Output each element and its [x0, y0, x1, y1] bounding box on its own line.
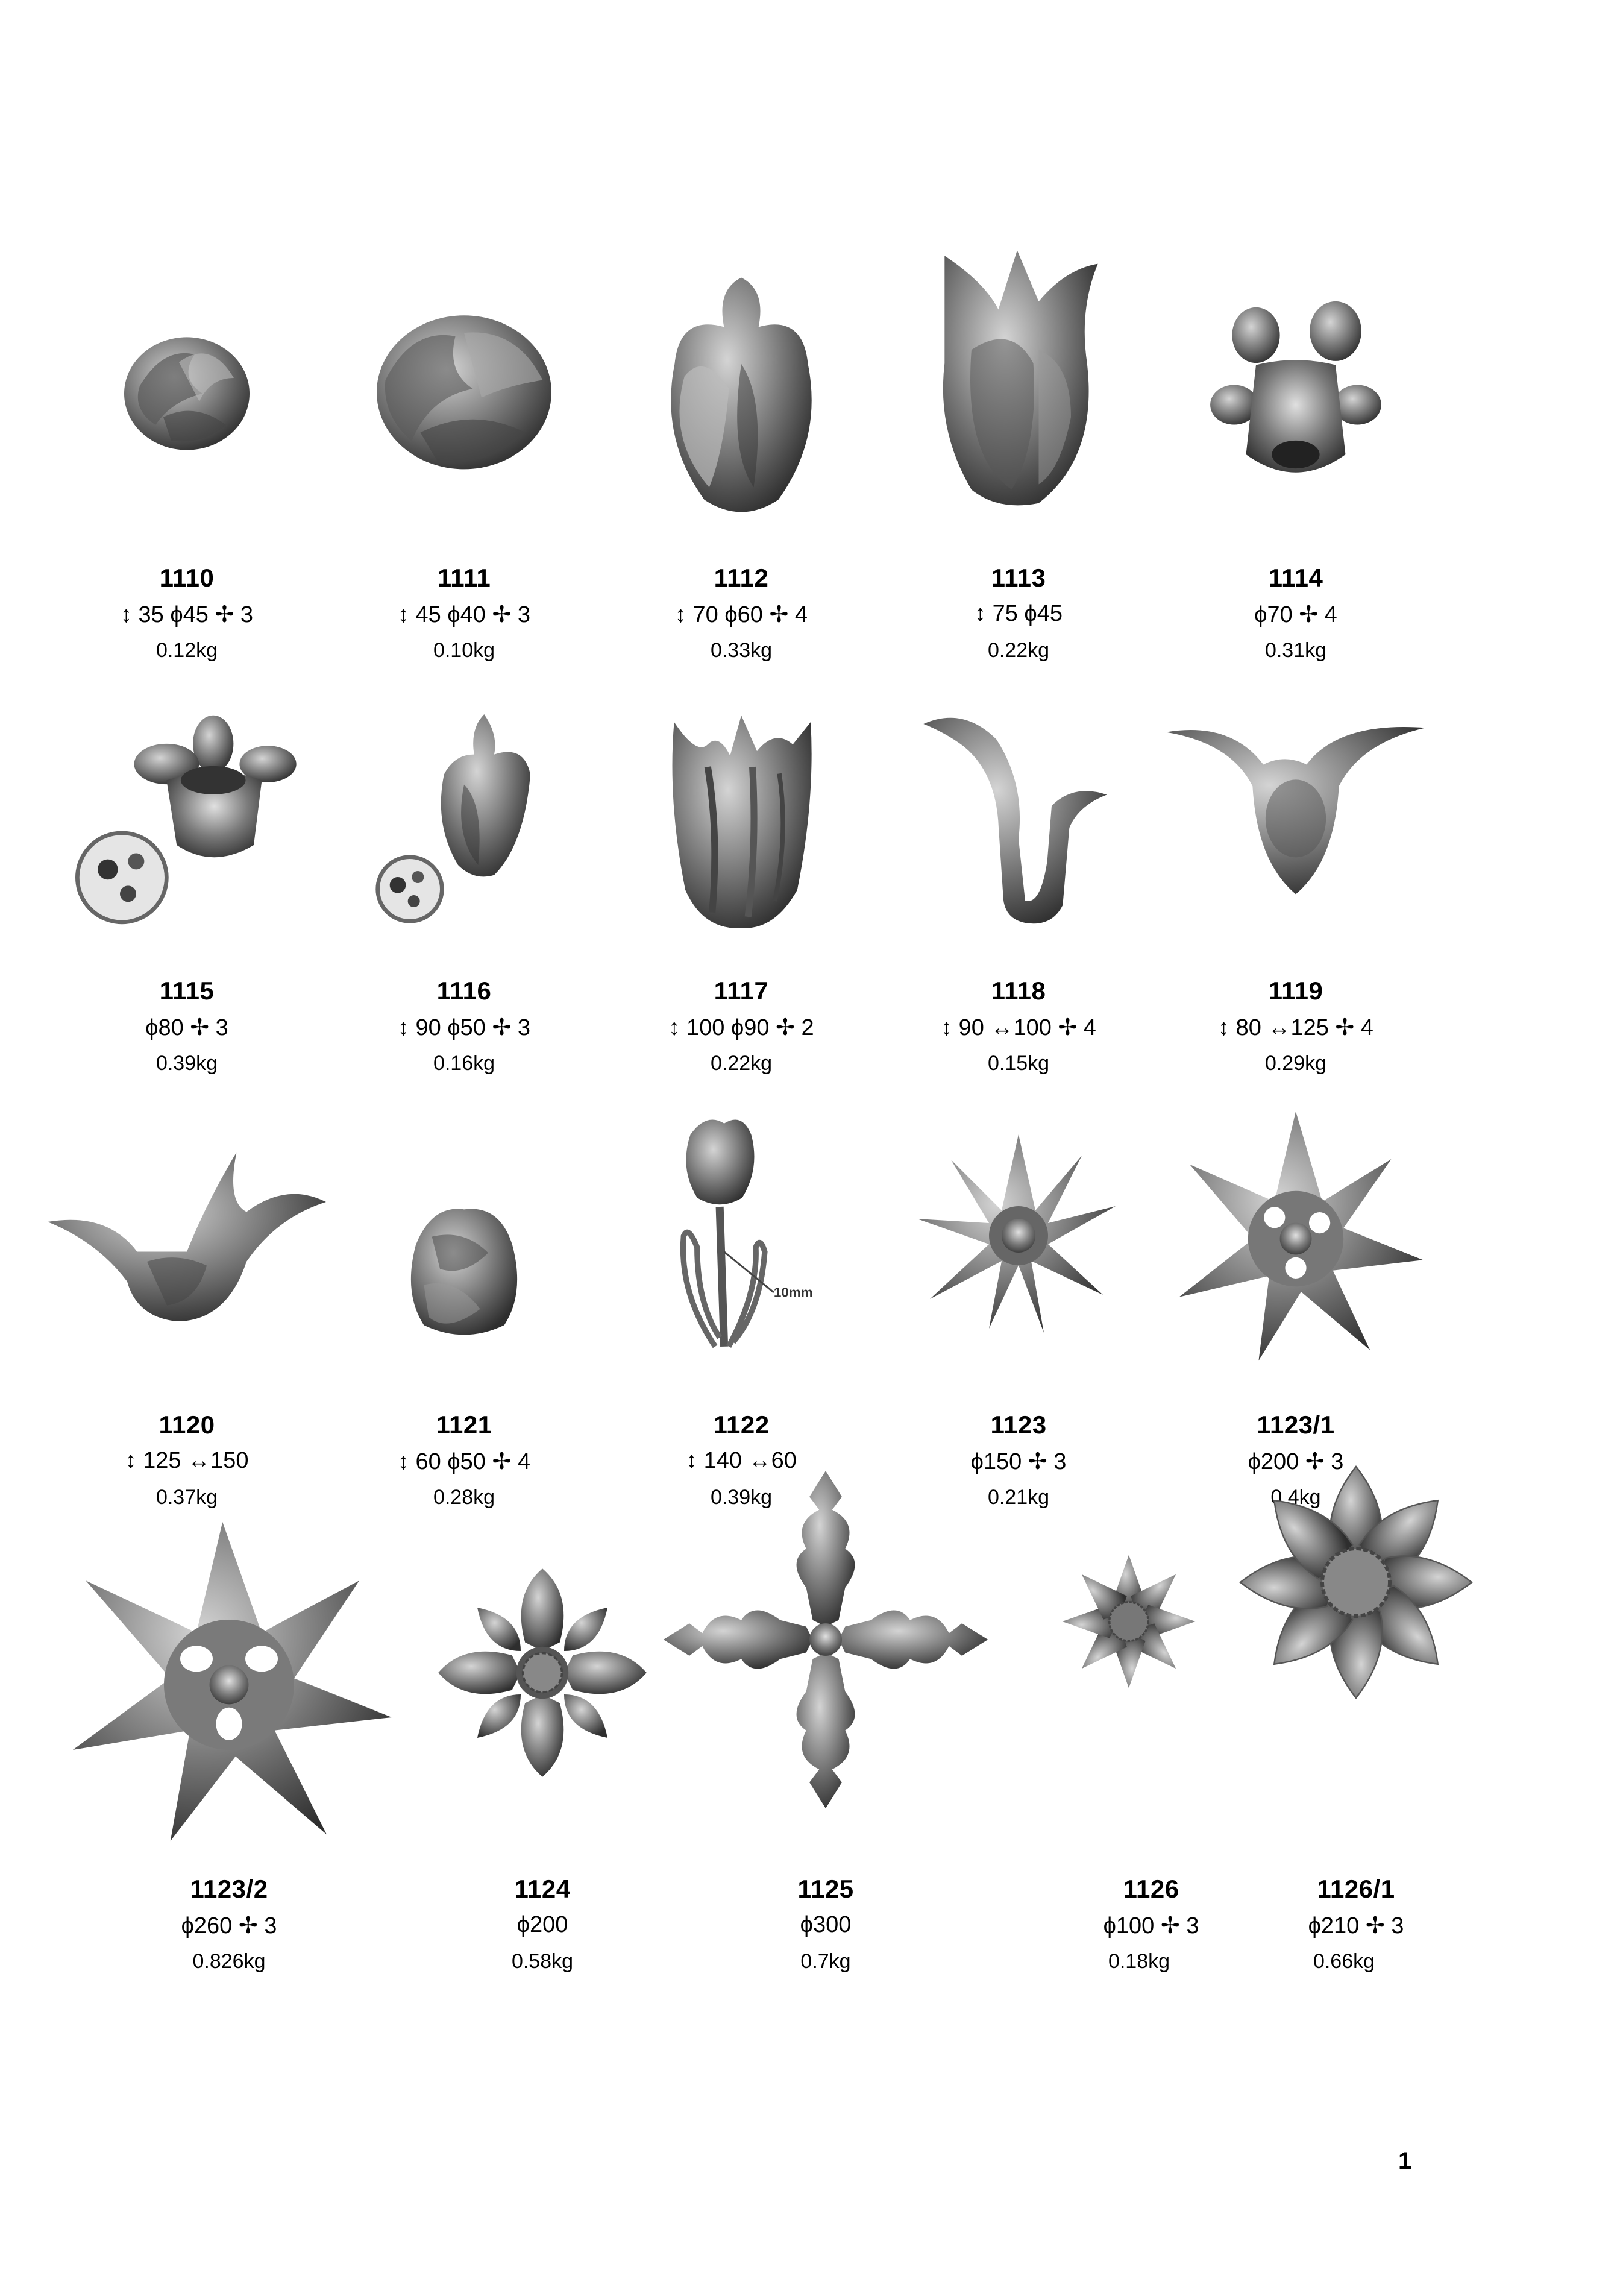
product-weight: 0.15kg: [987, 1052, 1050, 1075]
page-number: 1: [1398, 2148, 1412, 2174]
product-code: 1123/1: [1257, 1411, 1335, 1439]
daisy-ornament-icon: [1235, 1462, 1477, 1703]
product-dimensions: ↕ 60 ϕ50 ✢ 4: [397, 1449, 531, 1474]
product-dimensions: ϕ150 ✢ 3: [970, 1449, 1067, 1474]
product-dimensions: ϕ210 ✢ 3: [1308, 1913, 1404, 1939]
leaf-cup-ornament-icon: [663, 708, 820, 937]
tulip-stem-ornament-icon: [656, 1112, 837, 1353]
product-weight: 0.66kg: [1313, 1950, 1375, 1973]
product-weight: 0.21kg: [987, 1486, 1050, 1509]
diameter-note: 10mm: [774, 1285, 813, 1300]
product-dimensions: ↕ 100 ϕ90 ✢ 2: [668, 1015, 814, 1040]
product-code: 1126: [1123, 1875, 1179, 1903]
daisy-ornament-icon: [1060, 1552, 1198, 1691]
tulip-bud-ornament-icon: [374, 702, 554, 937]
product-dimensions: ϕ80 ✢ 3: [145, 1015, 228, 1040]
product-dimensions: ϕ300: [800, 1912, 852, 1937]
product-dimensions: ↕ 35 ϕ45 ✢ 3: [120, 602, 254, 627]
product-weight: 0.37kg: [155, 1486, 218, 1509]
product-code: 1112: [714, 564, 769, 592]
product-code: 1123/2: [190, 1875, 268, 1903]
product-code: 1122: [713, 1411, 770, 1439]
open-flower-ornament-icon: [75, 702, 298, 937]
product-weight: 0.33kg: [710, 639, 773, 662]
product-weight: 0.28kg: [433, 1486, 495, 1509]
product-weight: 0.31kg: [1264, 639, 1327, 662]
tulip-bud-ornament-icon: [654, 265, 829, 524]
product-weight: 0.4kg: [1270, 1486, 1321, 1509]
open-flower-ornament-icon: [1205, 295, 1386, 494]
rose-bud-ornament-icon: [368, 301, 560, 476]
product-dimensions: ϕ260 ✢ 3: [181, 1913, 277, 1939]
product-weight: 0.18kg: [1108, 1950, 1170, 1973]
product-code: 1110: [159, 564, 215, 592]
product-weight: 0.826kg: [192, 1950, 266, 1973]
product-code: 1114: [1268, 564, 1323, 592]
product-dimensions: ↕ 125 ↔150: [125, 1448, 249, 1473]
rose-bud-ornament-icon: [398, 1197, 530, 1341]
product-weight: 0.22kg: [710, 1052, 773, 1075]
product-dimensions: ϕ70 ✢ 4: [1254, 602, 1337, 627]
product-code: 1116: [436, 977, 492, 1005]
product-code: 1111: [437, 564, 491, 592]
product-code: 1124: [514, 1875, 571, 1903]
product-dimensions: ϕ200: [516, 1912, 568, 1937]
product-weight: 0.39kg: [155, 1052, 218, 1075]
product-code: 1117: [714, 977, 769, 1005]
product-code: 1123: [990, 1411, 1047, 1439]
winged-leaf-ornament-icon: [45, 1142, 328, 1341]
product-code: 1115: [159, 977, 215, 1005]
product-weight: 0.12kg: [155, 639, 218, 662]
product-code: 1119: [1268, 977, 1323, 1005]
winged-leaf-ornament-icon: [1166, 708, 1425, 907]
product-dimensions: ↕ 140 ↔60: [686, 1448, 797, 1473]
product-weight: 0.22kg: [987, 639, 1050, 662]
product-dimensions: ↕ 90 ϕ50 ✢ 3: [397, 1015, 531, 1040]
product-dimensions: ↕ 45 ϕ40 ✢ 3: [397, 602, 531, 627]
product-code: 1118: [991, 977, 1046, 1005]
rosette-ornament-icon: [913, 1130, 1124, 1341]
rose-bud-ornament-icon: [108, 307, 265, 464]
product-weight: 0.58kg: [511, 1950, 574, 1973]
product-code: 1113: [991, 564, 1046, 592]
product-weight: 0.7kg: [800, 1950, 851, 1973]
product-code: 1120: [159, 1411, 215, 1439]
product-weight: 0.29kg: [1264, 1052, 1327, 1075]
curled-leaf-ornament-icon: [919, 702, 1118, 931]
product-dimensions: ↕ 80 ↔125 ✢ 4: [1218, 1015, 1373, 1040]
product-dimensions: ↕ 90 ↔100 ✢ 4: [941, 1015, 1096, 1040]
product-weight: 0.10kg: [433, 639, 495, 662]
cross-leaf-ornament-icon: [663, 1471, 988, 1808]
product-dimensions: ϕ100 ✢ 3: [1103, 1913, 1199, 1939]
rosette-ornament-icon: [1163, 1106, 1428, 1371]
product-weight: 0.39kg: [710, 1486, 773, 1509]
product-dimensions: ↕ 70 ϕ60 ✢ 4: [674, 602, 808, 627]
product-code: 1121: [436, 1411, 492, 1439]
rosette-ornament-icon: [66, 1522, 392, 1848]
cross-rosette-ornament-icon: [434, 1564, 651, 1781]
closed-bud-ornament-icon: [931, 241, 1106, 512]
product-dimensions: ϕ200 ✢ 3: [1248, 1449, 1344, 1474]
product-code: 1125: [797, 1875, 854, 1903]
product-weight: 0.16kg: [433, 1052, 495, 1075]
product-dimensions: ↕ 75 ϕ45: [975, 601, 1063, 626]
product-code: 1126/1: [1317, 1875, 1395, 1903]
